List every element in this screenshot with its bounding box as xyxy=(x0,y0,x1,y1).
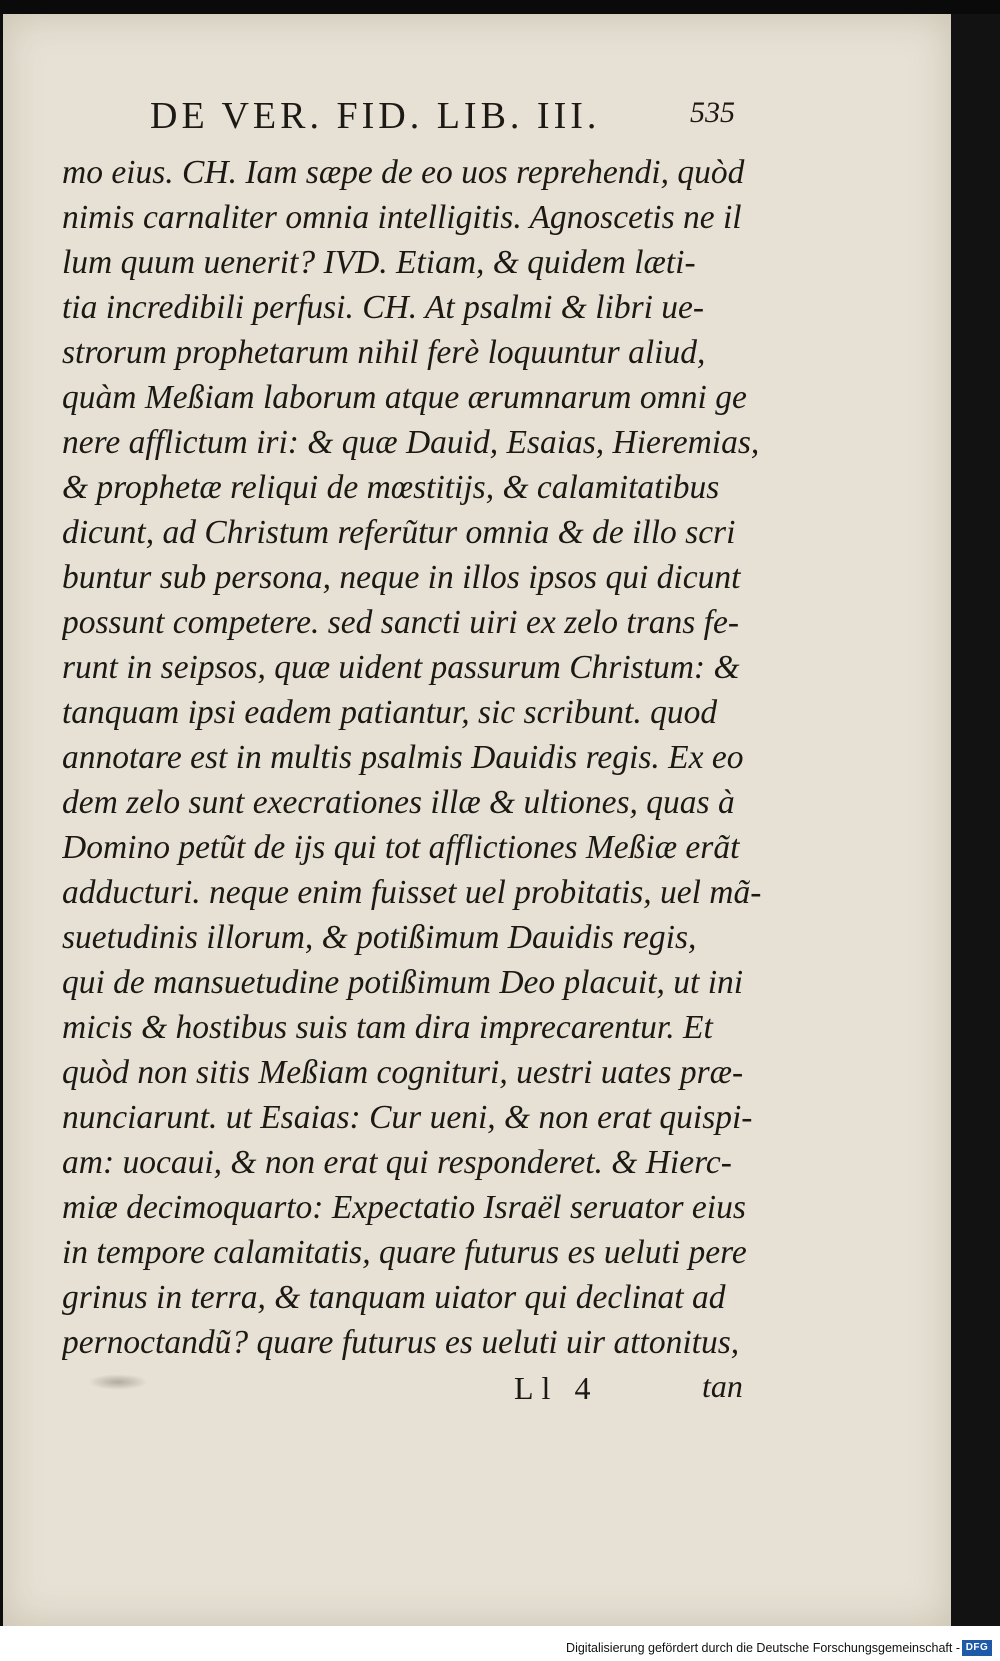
running-head-title: DE VER. FID. LIB. III. xyxy=(150,95,601,137)
text-line: nunciarunt. ut Esaias: Cur ueni, & non erat quispi- xyxy=(62,1099,753,1136)
text-line: tanquam ipsi eadem patiantur, sic scribunt. quod xyxy=(62,694,718,731)
text-line: quàm Meßiam laborum atque ærumnarum omni ge xyxy=(62,379,747,416)
text-line: runt in seipsos, quæ uident passurum Christum: & xyxy=(62,649,740,686)
scan-top-border xyxy=(0,0,1000,14)
running-head xyxy=(150,86,735,146)
text-line: dem zelo sunt execrationes illæ & ultiones, quas à xyxy=(62,784,735,821)
text-line: adducturi. neque enim fuisset uel probitatis, uel mã- xyxy=(62,874,762,911)
text-line: grinus in terra, & tanquam uiator qui declinat ad xyxy=(62,1279,726,1316)
scan-right-border xyxy=(951,14,1000,1626)
text-line: & prophetæ reliqui de mœstitijs, & calamitatibus xyxy=(62,469,720,506)
text-line: nimis carnaliter omnia intelligitis. Agnoscetis ne il xyxy=(62,199,742,236)
text-line: suetudinis illorum, & potißimum Dauidis regis, xyxy=(62,919,697,956)
text-line: strorum prophetarum nihil ferè loquuntur aliud, xyxy=(62,334,706,371)
text-line: Domino petũt de ijs qui tot afflictiones Meßiæ erãt xyxy=(62,829,740,866)
dfg-logo: DFG xyxy=(962,1640,992,1656)
text-line: nere afflictum iri: & quæ Dauid, Esaias, Hieremias, xyxy=(62,424,760,461)
digitization-credit: Digitalisierung gefördert durch die Deutsche Forschungsgemeinschaft - xyxy=(566,1641,960,1655)
text-line: mo eius. CH. Iam sæpe de eo uos reprehendi, quòd xyxy=(62,154,745,191)
body-text xyxy=(62,150,762,1365)
signature-mark: Ll 4 xyxy=(514,1370,599,1406)
text-line: micis & hostibus suis tam dira imprecarentur. Et xyxy=(62,1009,713,1046)
text-line: lum quum uenerit? IVD. Etiam, & quidem læti- xyxy=(62,244,696,281)
text-line: quòd non sitis Meßiam cognituri, uestri uates præ- xyxy=(62,1054,744,1091)
catchword: tan xyxy=(702,1368,743,1404)
text-line: miæ decimoquarto: Expectatio Israël seruator eius xyxy=(62,1189,746,1226)
text-line: tia incredibili perfusi. CH. At psalmi & libri ue- xyxy=(62,289,705,326)
text-line: buntur sub persona, neque in illos ipsos qui dicunt xyxy=(62,559,741,596)
text-line: am: uocaui, & non erat qui responderet. & Hierc- xyxy=(62,1144,732,1181)
text-line: dicunt, ad Christum referũtur omnia & de illo scri xyxy=(62,514,736,551)
text-line: pernoctandũ? quare futurus es ueluti uir attonitus, xyxy=(62,1324,740,1361)
ink-smudge xyxy=(88,1374,148,1390)
page-footer xyxy=(62,1362,762,1412)
text-line: in tempore calamitatis, quare futurus es ueluti pere xyxy=(62,1234,747,1271)
page-number: 535 xyxy=(690,96,735,129)
text-line: annotare est in multis psalmis Dauidis regis. Ex eo xyxy=(62,739,744,776)
text-line: qui de mansuetudine potißimum Deo placuit, ut ini xyxy=(62,964,744,1001)
text-line: possunt competere. sed sancti uiri ex zelo trans fe- xyxy=(62,604,740,641)
